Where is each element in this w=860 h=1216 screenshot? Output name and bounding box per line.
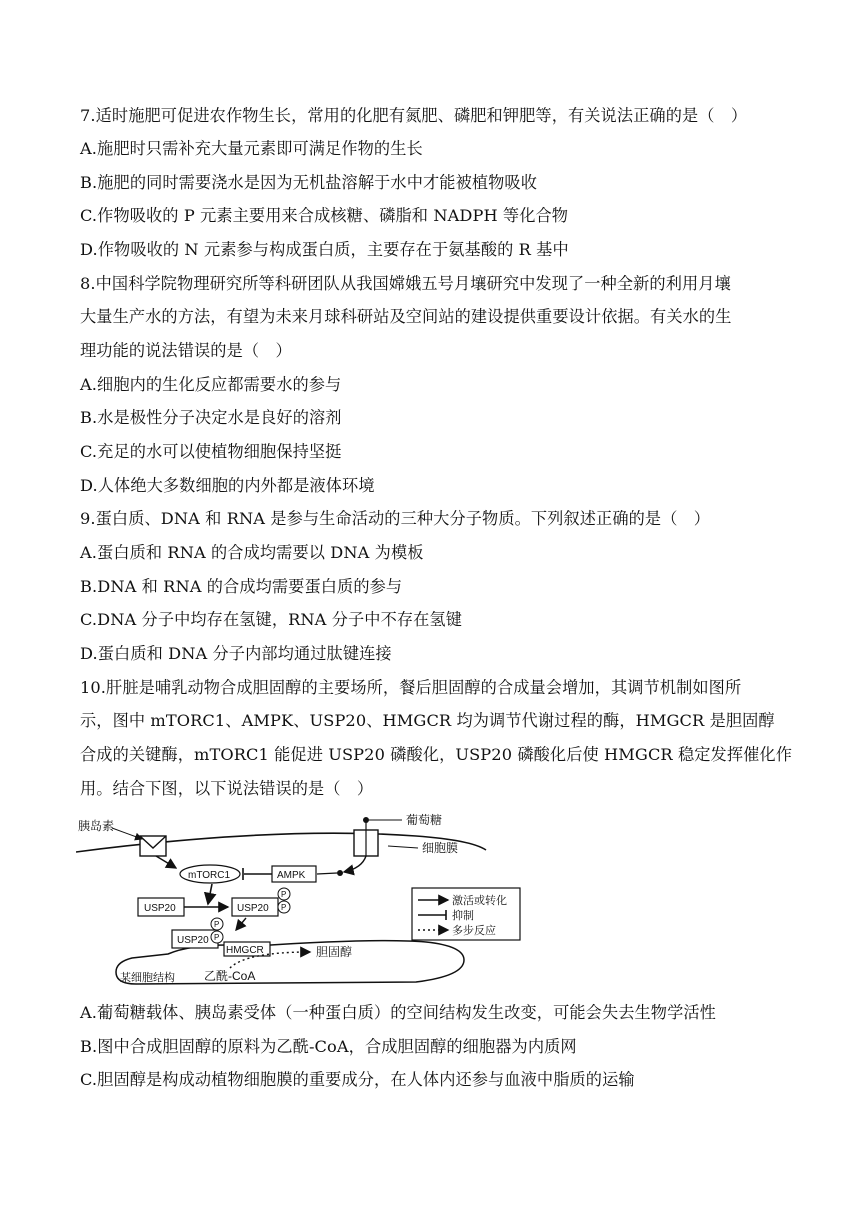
q9-option-a: A.蛋白质和 RNA 的合成均需要以 DNA 为模板 bbox=[80, 543, 424, 562]
membrane-label: 细胞膜 bbox=[422, 841, 459, 855]
phospho-label-2: P bbox=[281, 903, 287, 912]
cholesterol-regulation-diagram bbox=[76, 806, 526, 1000]
cholesterol-label: 胆固醇 bbox=[316, 945, 353, 959]
q8-option-c: C.充足的水可以使植物细胞保持坚挺 bbox=[80, 442, 342, 461]
insulin-receptor bbox=[140, 836, 166, 856]
phospho-label-3: P bbox=[214, 920, 220, 929]
q8-option-b: B.水是极性分子决定水是良好的溶剂 bbox=[80, 408, 342, 427]
phospho-label-4: P bbox=[214, 933, 220, 942]
q9-option-c: C.DNA 分子中均存在氢键，RNA 分子中不存在氢键 bbox=[80, 610, 463, 629]
acetyl-coa-label: 乙酰-CoA bbox=[204, 969, 256, 983]
q10-stem-line4: 用。结合下图，以下说法错误的是（ ） bbox=[80, 779, 374, 798]
phospho-label-1: P bbox=[281, 890, 287, 899]
q9-option-d: D.蛋白质和 DNA 分子内部均通过肽键连接 bbox=[80, 644, 392, 663]
q10-option-a: A.葡萄糖载体、胰岛素受体（一种蛋白质）的空间结构发生改变，可能会失去生物学活性 bbox=[80, 1003, 716, 1022]
q8-stem-line2: 大量生产水的方法，有望为未来月球科研站及空间站的建设提供重要设计依据。有关水的生 bbox=[80, 307, 732, 326]
q10-option-b: B.图中合成胆固醇的原料为乙酰-CoA，合成胆固醇的细胞器为内质网 bbox=[80, 1037, 577, 1056]
q8-option-a: A.细胞内的生化反应都需要水的参与 bbox=[80, 375, 342, 394]
mtorc1-label: mTORC1 bbox=[188, 870, 231, 881]
diagram-legend bbox=[412, 888, 520, 940]
legend-inhibit: 抑制 bbox=[452, 910, 474, 922]
glucose-label: 葡萄糖 bbox=[406, 813, 443, 827]
q10-stem-line3: 合成的关键酶，mTORC1 能促进 USP20 磷酸化，USP20 磷酸化后使 HMGCR 稳定发挥催化作 bbox=[80, 745, 792, 764]
q10-stem-line1: 10.肝脏是哺乳动物合成胆固醇的主要场所，餐后胆固醇的合成量会增加，其调节机制如图所 bbox=[80, 678, 742, 697]
structure-label: 某细胞结构 bbox=[120, 972, 175, 984]
q7-option-c: C.作物吸收的 P 元素主要用来合成核糖、磷脂和 NADPH 等化合物 bbox=[80, 206, 569, 225]
legend-activate: 激活或转化 bbox=[452, 895, 507, 907]
legend-multistep: 多步反应 bbox=[452, 925, 496, 937]
usp20-label-2: USP20 bbox=[237, 903, 269, 914]
q8-stem-line1: 8.中国科学院物理研究所等科研团队从我国嫦娥五号月壤研究中发现了一种全新的利用月壤 bbox=[80, 274, 731, 293]
insulin-label: 胰岛素 bbox=[78, 819, 115, 833]
hmgcr-label: HMGCR bbox=[226, 945, 264, 956]
q7-option-b: B.施肥的同时需要浇水是因为无机盐溶解于水中才能被植物吸收 bbox=[80, 173, 538, 192]
q10-stem-line2: 示，图中 mTORC1、AMPK、USP20、HMGCR 均为调节代谢过程的酶，HMGCR 是胆固醇 bbox=[80, 711, 775, 730]
q9-option-b: B.DNA 和 RNA 的合成均需要蛋白质的参与 bbox=[80, 577, 403, 596]
q7-option-a: A.施肥时只需补充大量元素即可满足作物的生长 bbox=[80, 139, 423, 158]
ampk-label: AMPK bbox=[277, 870, 306, 881]
q8-stem-line3: 理功能的说法错误的是（ ） bbox=[80, 341, 292, 360]
usp20-label-3: USP20 bbox=[177, 935, 209, 946]
q8-option-d: D.人体绝大多数细胞的内外都是液体环境 bbox=[80, 476, 375, 495]
q10-option-c: C.胆固醇是构成动植物细胞膜的重要成分，在人体内还参与血液中脂质的运输 bbox=[80, 1070, 635, 1089]
glucose-transporter bbox=[354, 830, 378, 856]
q9-stem: 9.蛋白质、DNA 和 RNA 是参与生命活动的三种大分子物质。下列叙述正确的是（ ） bbox=[80, 509, 711, 528]
q7-option-d: D.作物吸收的 N 元素参与构成蛋白质，主要存在于氨基酸的 R 基中 bbox=[80, 240, 569, 259]
q7-stem: 7.适时施肥可促进农作物生长，常用的化肥有氮肥、磷肥和钾肥等，有关说法正确的是（ ） bbox=[80, 106, 748, 125]
usp20-label-1: USP20 bbox=[144, 903, 176, 914]
